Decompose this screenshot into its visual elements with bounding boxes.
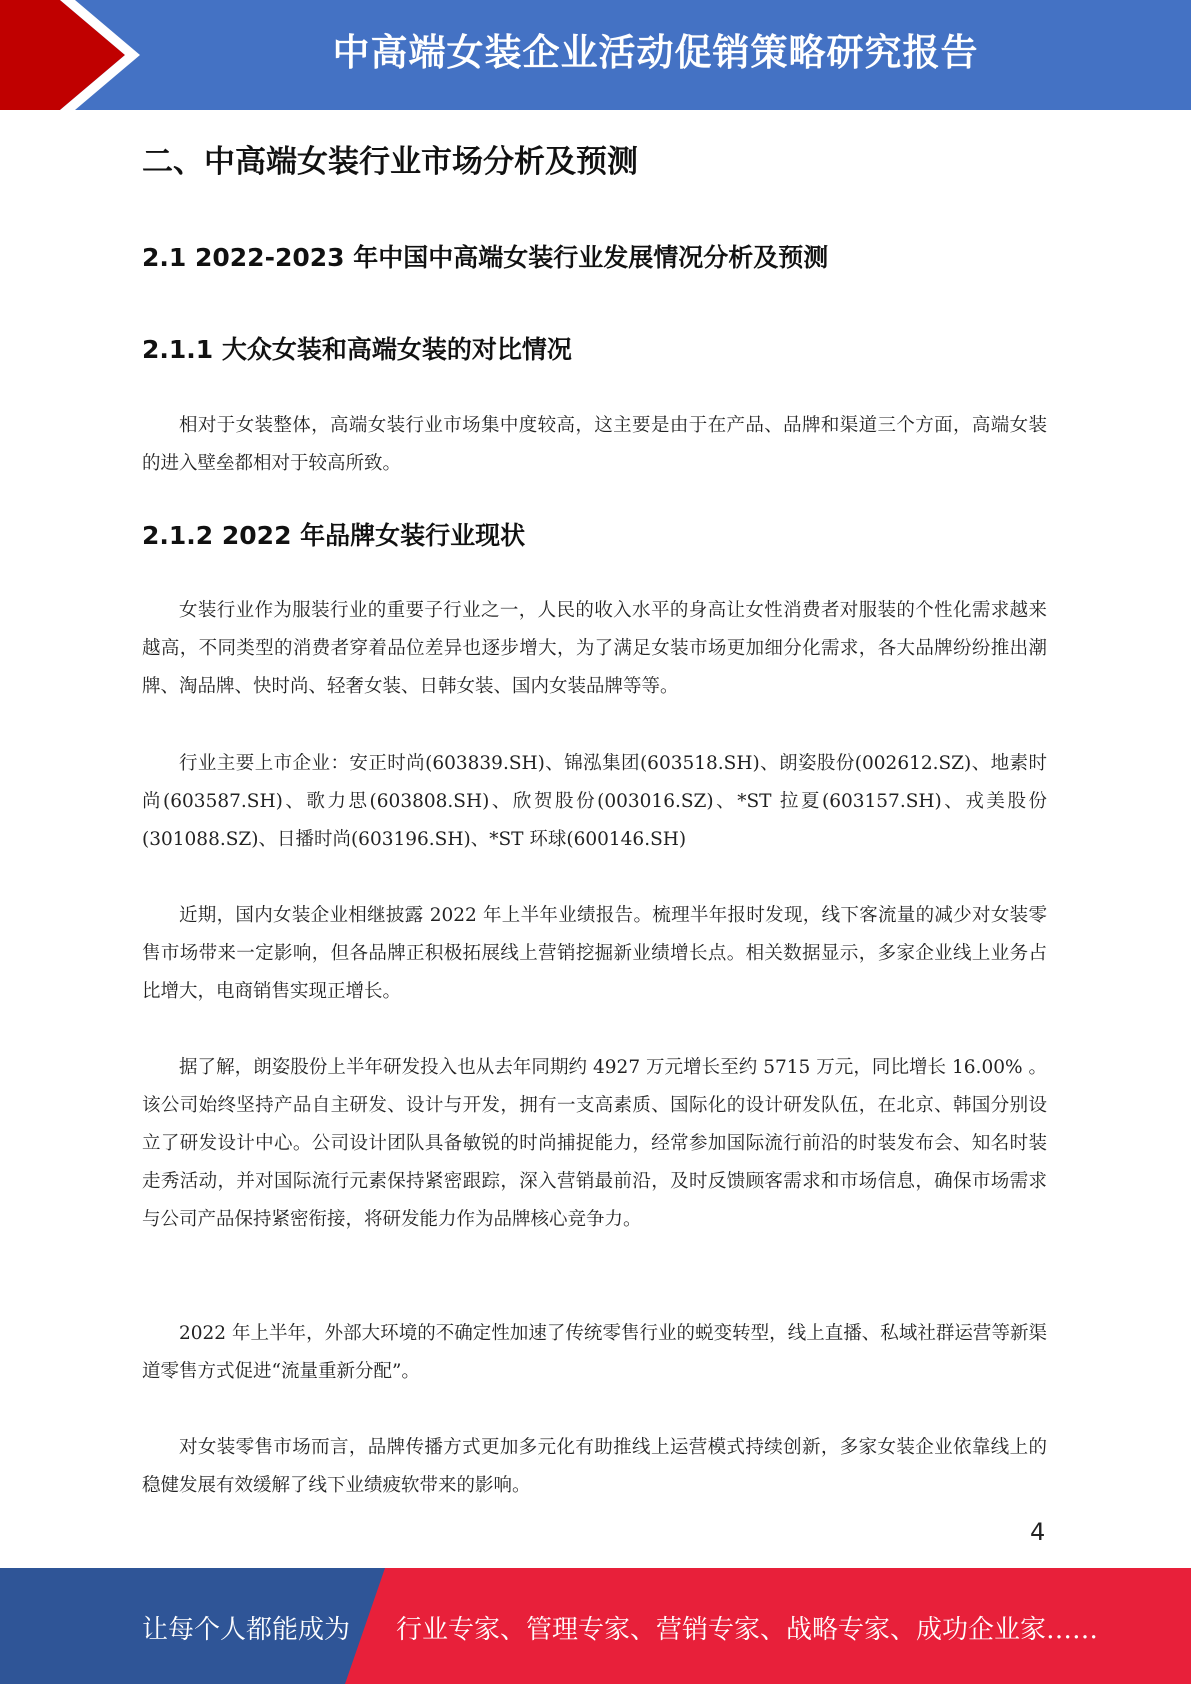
subsubsection-heading-2-1-2: 2.1.2 2022 年品牌女装行业现状 bbox=[142, 521, 526, 550]
paragraph: 2022 年上半年，外部大环境的不确定性加速了传统零售行业的蜕变转型，线上直播、私域社群运营等新渠道零售方式促进“流量重新分配”。 bbox=[142, 1323, 1047, 1382]
footer-band bbox=[0, 1568, 1191, 1684]
report-header-band bbox=[0, 0, 1191, 110]
header-arrow-decoration bbox=[0, 0, 150, 110]
footer-slogan-roles: 行业专家、管理专家、营销专家、战略专家、成功企业家…… bbox=[396, 1615, 1099, 1645]
page-number: 4 bbox=[1030, 1518, 1046, 1546]
subsection-heading: 2.1 2022-2023 年中国中高端女装行业发展情况分析及预测 bbox=[142, 243, 829, 272]
report-title: 中高端女装企业活动促销策略研究报告 bbox=[332, 31, 979, 74]
paragraph: 对女装零售市场而言，品牌传播方式更加多元化有助推线上运营模式持续创新，多家女装企业依靠线上的稳健发展有效缓解了线下业绩疲软带来的影响。 bbox=[142, 1437, 1047, 1496]
footer-slogan-lead: 让每个人都能成为 bbox=[142, 1615, 351, 1645]
paragraph: 女装行业作为服装行业的重要子行业之一，人民的收入水平的身高让女性消费者对服装的个性化需求越来越高，不同类型的消费者穿着品位差异也逐步增大，为了满足女装市场更加细分化需求，各大品牌纷纷推出潮牌、淘品牌、快时尚、轻奢女装、日韩女装、国内女装品牌等等。 bbox=[142, 600, 1047, 697]
paragraph: 行业主要上市企业：安正时尚(603839.SH)、锦泓集团(603518.SH)、朗姿股份(002612.SZ)、地素时尚(603587.SH)、歌力思(603808.SH)、欣贺股份(003016.SZ)、*ST 拉夏(603157.SH)、戎美股份(301088.SZ)、日播时尚(603196.SH)、*ST 环球(600146.SH) bbox=[142, 753, 1047, 850]
paragraph: 近期，国内女装企业相继披露 2022 年上半年业绩报告。梳理半年报时发现，线下客流量的减少对女装零售市场带来一定影响，但各品牌正积极拓展线上营销挖掘新业绩增长点。相关数据显示，多家企业线上业务占比增大，电商销售实现正增长。 bbox=[142, 905, 1047, 1002]
paragraph: 相对于女装整体，高端女装行业市场集中度较高，这主要是由于在产品、品牌和渠道三个方面，高端女装的进入壁垒都相对于较高所致。 bbox=[142, 415, 1047, 474]
paragraph: 据了解，朗姿股份上半年研发投入也从去年同期约 4927 万元增长至约 5715 万元，同比增长 16.00% 。该公司始终坚持产品自主研发、设计与开发，拥有一支高素质、国际化的设计研发队伍，在北京、韩国分别设立了研发设计中心。公司设计团队具备敏锐的时尚捕捉能力，经常参加国际流行前沿的时装发布会、知名时装走秀活动，并对国际流行元素保持紧密跟踪，深入营销最前沿，及时反馈顾客需求和市场信息，确保市场需求与公司产品保持紧密衔接，将研发能力作为品牌核心竞争力。 bbox=[142, 1057, 1047, 1230]
subsubsection-heading-2-1-1: 2.1.1 大众女装和高端女装的对比情况 bbox=[142, 335, 572, 364]
section-heading: 二、中高端女装行业市场分析及预测 bbox=[142, 144, 638, 180]
